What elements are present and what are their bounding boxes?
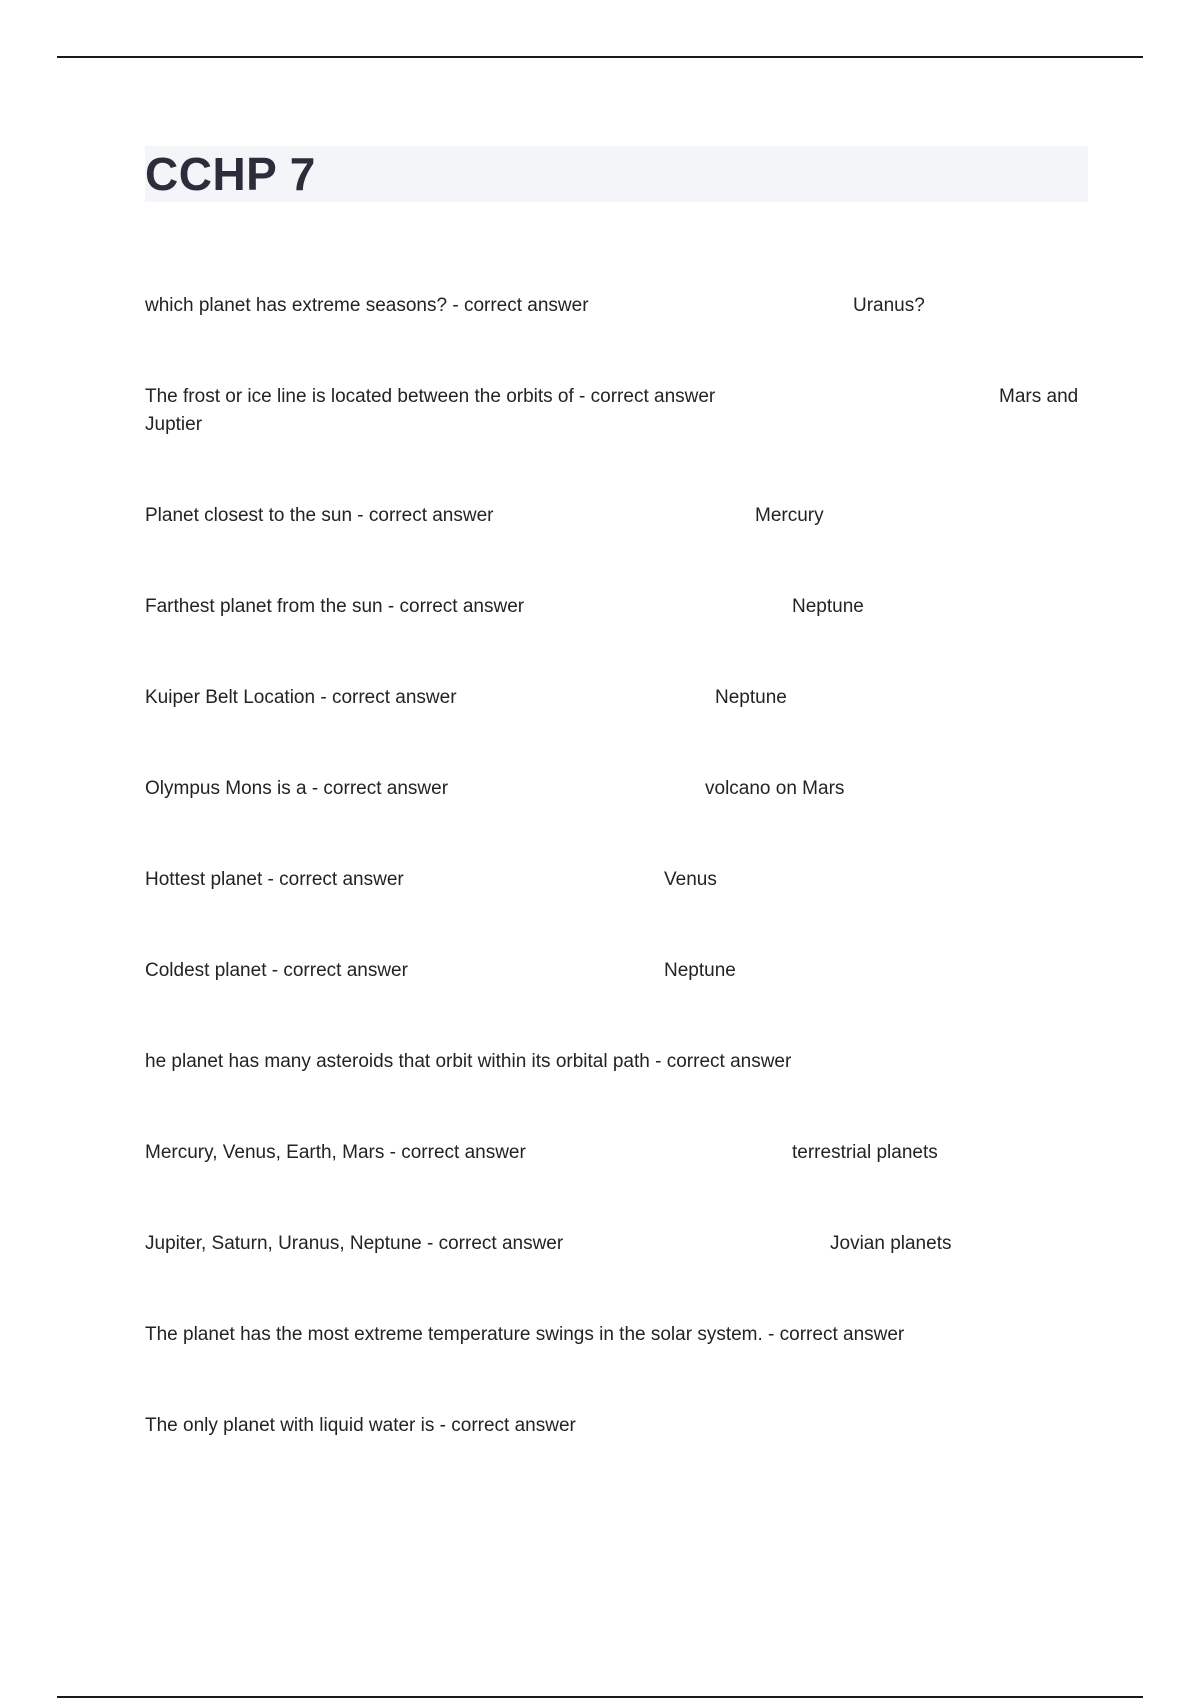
answer-text: Uranus? [853,295,925,316]
question-text: Mercury, Venus, Earth, Mars - correct answer [145,1142,526,1163]
question-text: Jupiter, Saturn, Uranus, Neptune - correct answer [145,1233,564,1254]
qa-item [145,1230,1085,1258]
answer-text: volcano on Mars [705,778,845,799]
top-rule [57,56,1143,58]
qa-item [145,866,1085,894]
qa-item [145,775,1085,803]
answer-text: Jovian planets [830,1233,952,1254]
question-text: Kuiper Belt Location - correct answer [145,687,457,708]
question-text: The frost or ice line is located between the orbits of - correct answer [145,386,716,407]
question-text: The planet has the most extreme temperature swings in the solar system. - correct answer [145,1324,905,1345]
qa-item [145,957,1085,985]
question-text: Farthest planet from the sun - correct answer [145,596,525,617]
qa-item [145,502,1085,530]
question-text: Planet closest to the sun - correct answer [145,505,494,526]
qa-item [145,292,1085,320]
qa-item [145,593,1085,621]
question-text: The only planet with liquid water is - correct answer [145,1415,576,1436]
question-text: Olympus Mons is a - correct answer [145,778,449,799]
answer-text: Mercury [755,505,824,526]
qa-item [145,383,1085,439]
answer-text: Neptune [664,960,736,981]
question-text: Hottest planet - correct answer [145,869,404,890]
answer-text: terrestrial planets [792,1142,938,1163]
answer-text: Venus [664,869,717,890]
bottom-rule [57,1696,1143,1698]
answer-text-continued: Juptier [145,414,203,435]
qa-item [145,1412,1085,1440]
answer-text: Neptune [715,687,787,708]
qa-item [145,1048,1085,1076]
qa-item [145,1321,1085,1349]
question-text: which planet has extreme seasons? - correct answer [145,295,589,316]
question-text: he planet has many asteroids that orbit within its orbital path - correct answer [145,1051,792,1072]
answer-text: Mars and [999,386,1079,407]
qa-item [145,1139,1085,1167]
page-title: CCHP 7 [145,148,316,200]
question-text: Coldest planet - correct answer [145,960,408,981]
answer-text: Neptune [792,596,864,617]
qa-item [145,684,1085,712]
